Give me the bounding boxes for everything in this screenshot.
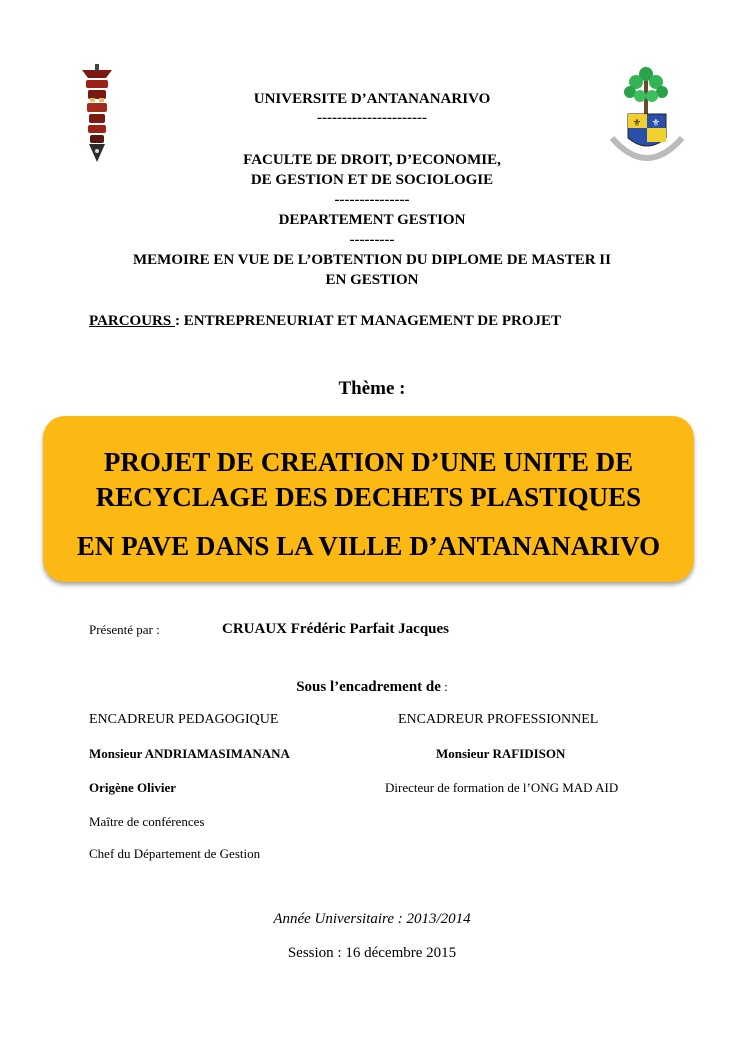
theme-label: Thème : [338,378,406,399]
academic-year: Année Universitaire : 2013/2014 [273,911,471,927]
faculty-name-line2: DE GESTION ET DE SOCIOLOGIE [250,172,494,188]
university-name: UNIVERSITE D’ANTANANARIVO [253,91,491,107]
svg-text:⚜: ⚜ [632,118,642,129]
faculty-name-line1: FACULTE DE DROIT, D’ECONOMIE, [243,152,501,168]
memoire-line2: EN GESTION [325,272,419,288]
pedagogical-name-line2: Origène Olivier [89,780,177,795]
separator-line: ---------------------- [317,110,427,126]
pedagogical-name-line1: Monsieur ANDRIAMASIMANANA [89,746,290,761]
parcours-line [89,311,709,331]
professional-role: ENCADREUR PROFESSIONNEL [398,712,599,727]
title-line2: RECYCLAGE DES DECHETS PLASTIQUES [95,482,642,512]
supervision-heading [0,678,744,696]
separator-line: --------- [349,232,395,248]
supervision-heading-suffix: : [440,679,448,694]
parcours-value: : ENTREPRENEURIAT ET MANAGEMENT DE PROJET [174,313,562,329]
session-date: Session : 16 décembre 2015 [287,945,457,961]
supervision-heading-text: Sous l’encadrement de [296,679,441,695]
title-line1: PROJET DE CREATION D’UNE UNITE DE [103,447,634,477]
pedagogical-role: ENCADREUR PEDAGOGIQUE [89,712,279,727]
parcours-label: PARCOURS [89,313,175,329]
memoire-line1: MEMOIRE EN VUE DE L’OBTENTION DU DIPLOME DE MASTER II [133,252,611,268]
title-banner [43,416,694,582]
department-name: DEPARTEMENT GESTION [278,212,466,228]
svg-text:⚜: ⚜ [651,118,661,129]
presented-label: Présenté par : [89,622,160,637]
title-line3: EN PAVE DANS LA VILLE D’ANTANANARIVO [76,531,661,561]
separator-line: --------------- [334,192,410,208]
pedagogical-title2: Chef du Département de Gestion [89,846,261,861]
professional-name: Monsieur RAFIDISON [436,746,566,761]
professional-title: Directeur de formation de l’ONG MAD AID [385,780,619,795]
author-name: CRUAUX Frédéric Parfait Jacques [222,621,450,637]
pedagogical-title1: Maître de conférences [89,814,205,829]
